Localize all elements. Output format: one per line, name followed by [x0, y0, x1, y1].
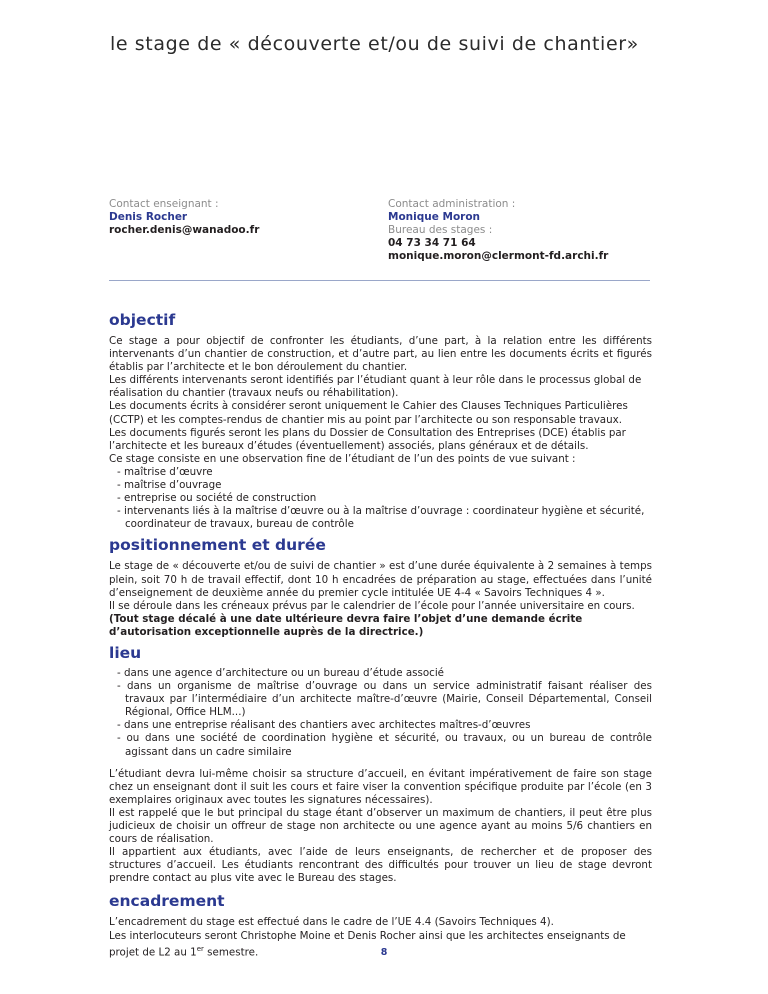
spacer — [109, 759, 652, 768]
section-heading-objectif: objectif — [109, 311, 176, 329]
objectif-list — [109, 466, 652, 531]
section-heading-positionnement: positionnement et durée — [109, 536, 326, 555]
lieu-paragraph: Il appartient aux étudiants, avec l’aide de leurs enseignants, de rechercher et de proposer des structures d’accueil. Les étudiants rencontrant des difficultés pour trouver un lieu de stage devront prendre contact au plus vite avec le Bureau des stages. — [109, 846, 652, 885]
section-heading-lieu: lieu — [109, 643, 142, 662]
lieu-paragraph: Il est rappelé que le but principal du stage étant d’observer un maximum de chantiers, il peut être plus judicieux de choisir un offreur de stage non architecte ou une agence ayant au moins 5/6 chantiers en cours de réalisation. — [109, 806, 652, 846]
list-item: - maîtrise d’ouvrage — [117, 479, 652, 492]
superscript: er — [196, 944, 204, 953]
contact-admin-email[interactable]: monique.moron@clermont-fd.archi.fr — [388, 250, 609, 262]
positionnement-notice: (Tout stage décalé à une date ultérieure devra faire l’objet d’une demande écrite d’autorisation exceptionnelle auprès de la directrice.) — [109, 612, 583, 638]
contact-teacher-label: Contact enseignant : — [109, 198, 219, 210]
contact-admin-office: Bureau des stages : — [388, 224, 493, 236]
objectif-paragraph: Les documents figurés seront les plans du Dossier de Consultation des Entreprises (DCE) établis par l’architecte et les bureaux d’études (éventuellement) associés, plans généraux et de détails. — [109, 426, 626, 452]
objectif-paragraph: Les documents écrits à considérer seront uniquement le Cahier des Clauses Techniques Particulières (CCTP) et les comptes-rendus de chantier mis au point par l’architecte ou son responsable travaux. — [109, 400, 628, 426]
encadrement-paragraph: L’encadrement du stage est effectué dans le cadre de l’UE 4.4 (Savoirs Techniques 4). — [109, 916, 554, 929]
list-item: - ou dans une société de coordination hygiène et sécurité, ou travaux, ou un bureau de contrôle agissant dans un cadre similaire — [117, 732, 652, 758]
list-item: - maîtrise d’œuvre — [117, 466, 652, 479]
lieu-paragraph: L’étudiant devra lui-même choisir sa structure d’accueil, en évitant impérativement de faire son stage chez un enseignant dont il suit les cours et faire viser la convention spécifique produite par l’école (en 3 exemplaires originaux avec toutes les signatures nécessaires). — [109, 767, 652, 806]
section-heading-encadrement: encadrement — [109, 892, 225, 911]
contact-teacher-name: Denis Rocher — [109, 211, 188, 223]
contact-admin-name: Monique Moron — [388, 211, 481, 223]
objectif-paragraph: Ce stage consiste en une observation fine de l’étudiant de l’un des points de vue suivant : — [109, 452, 576, 465]
list-item: - entreprise ou société de construction — [117, 492, 652, 505]
contact-admin — [388, 198, 608, 263]
page-title: le stage de « découverte et/ou de suivi de chantier» — [110, 33, 639, 55]
list-item: - intervenants liés à la maîtrise d’œuvre ou à la maîtrise d’ouvrage : coordinateur hygiène et sécurité, coordinateur de travaux, bureau de contrôle — [117, 505, 652, 531]
main-content — [109, 310, 652, 959]
page-number: 8 — [380, 947, 388, 958]
contact-teacher-email[interactable]: rocher.denis@wanadoo.fr — [109, 224, 260, 236]
divider — [109, 280, 650, 281]
objectif-paragraph: Ce stage a pour objectif de confronter les étudiants, d’une part, à la relation entre les différents intervenants d’un chantier de construction, et d’autre part, au lien entre les documents écrits et figurés établis par l’architecte et le bon déroulement du chantier. — [109, 335, 652, 374]
contact-admin-label: Contact administration : — [388, 198, 516, 210]
list-item: - dans une agence d’architecture ou un bureau d’étude associé — [117, 667, 652, 680]
positionnement-paragraph: Le stage de « découverte et/ou de suivi de chantier » est d’une durée équivalente à 2 semaines à temps plein, soit 70 h de travail effectif, dont 10 h encadrées de préparation au stage, effectuées dans l’unité d’enseignement de deuxième année du premier cycle intitulée UE 4-4 « Savoirs Techniques 4 ». — [109, 560, 652, 599]
objectif-paragraph: Les différents intervenants seront identifiés par l’étudiant quant à leur rôle dans le processus global de réalisation du chantier (travaux neufs ou réhabilitation). — [109, 374, 642, 400]
contact-admin-phone[interactable]: 04 73 34 71 64 — [388, 237, 476, 249]
lieu-list — [109, 667, 652, 759]
encadrement-text: Les interlocuteurs seront Christophe Moine et Denis Rocher ainsi que les architectes enseignants de projet de L2 au 1 — [109, 929, 626, 959]
positionnement-paragraph: Il se déroule dans les créneaux prévus par le calendrier de l’école pour l’année universitaire en cours. — [109, 599, 635, 612]
encadrement-text: semestre. — [203, 946, 259, 959]
list-item: - dans un organisme de maîtrise d’ouvrage ou dans un service administratif faisant réaliser des travaux par l’intermédiaire d’un architecte maître-d’œuvre (Mairie, Conseil Départemental, Conseil Régional, Office HLM...) — [117, 680, 652, 719]
contact-teacher — [109, 198, 259, 237]
list-item: - dans une entreprise réalisant des chantiers avec architectes maîtres-d’œuvres — [117, 719, 652, 732]
